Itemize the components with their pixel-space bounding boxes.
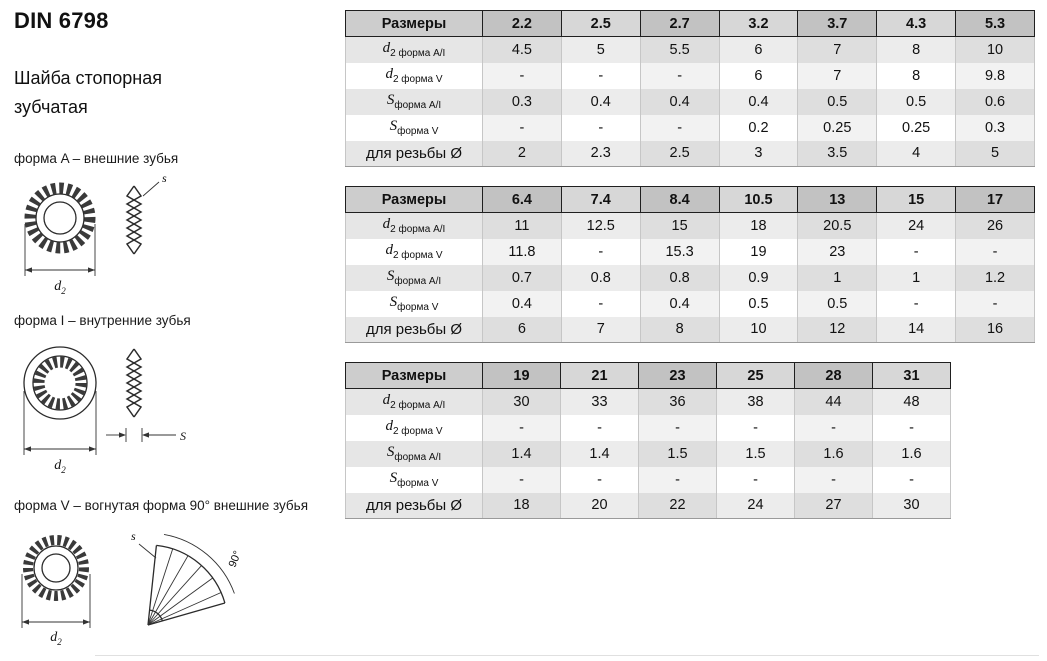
value-cell: - [877,291,956,317]
value-cell: 0.3 [483,89,562,115]
value-cell: - [956,239,1035,265]
value-cell: - [640,115,719,141]
dimension-table-medium [345,186,1035,343]
value-cell: 0.7 [483,265,562,291]
size-header-label: Размеры [346,187,483,213]
value-cell: 12.5 [561,213,640,239]
value-cell: 7 [561,317,640,343]
value-cell: 22 [639,493,717,519]
value-cell: - [483,415,561,441]
row-label: $S_{форма A/I}$ [346,441,483,467]
value-cell: - [483,115,562,141]
table-row [346,265,1035,291]
size-column-header: 13 [798,187,877,213]
value-cell: 0.5 [798,291,877,317]
value-cell: 0.25 [877,115,956,141]
form-i-d2-dimension [24,391,96,475]
value-cell: 0.5 [877,89,956,115]
form-i-label: форма I – внутренние зубья [14,313,191,328]
form-v-side-view [131,529,244,625]
s-dimension-label: S [180,429,186,443]
table-row [346,467,951,493]
value-cell: 0.5 [798,89,877,115]
value-cell: 16 [956,317,1035,343]
dimension-table-large [345,362,951,519]
table-header-row [346,363,951,389]
value-cell: 20.5 [798,213,877,239]
value-cell: 18 [719,213,798,239]
size-header-label: Размеры [346,11,483,37]
value-cell: 14 [877,317,956,343]
value-cell: 11 [483,213,562,239]
form-a-front-view [30,188,90,248]
value-cell: 0.4 [640,89,719,115]
value-cell: 9.8 [956,63,1035,89]
row-label: для резьбы Ø [346,141,483,167]
value-cell: 0.8 [561,265,640,291]
s-dimension-label: s [131,529,136,543]
table-row [346,89,1035,115]
table-header-row [346,187,1035,213]
value-cell: 18 [483,493,561,519]
value-cell: 1 [877,265,956,291]
value-cell: - [561,467,639,493]
value-cell: 6 [719,37,798,63]
form-a-label: форма A – внешние зубья [14,151,179,166]
size-column-header: 23 [639,363,717,389]
size-column-header: 25 [717,363,795,389]
value-cell: - [561,239,640,265]
value-cell: - [873,415,951,441]
page-title: DIN 6798 [14,8,109,33]
size-column-header: 8.4 [640,187,719,213]
value-cell: 10 [956,37,1035,63]
value-cell: - [561,291,640,317]
size-column-header: 21 [561,363,639,389]
value-cell: 0.9 [719,265,798,291]
row-label: $d_{2 форма V}$ [346,239,483,265]
value-cell: 4.5 [483,37,562,63]
value-cell: 1.5 [717,441,795,467]
value-cell: 24 [877,213,956,239]
size-column-header: 3.7 [798,11,877,37]
row-label: $S_{форма A/I}$ [346,89,483,115]
value-cell: 0.5 [719,291,798,317]
value-cell: 0.4 [483,291,562,317]
row-label: $S_{форма A/I}$ [346,265,483,291]
value-cell: 24 [717,493,795,519]
size-column-header: 19 [483,363,561,389]
s-dimension-label: s [162,171,167,185]
value-cell: 1.6 [873,441,951,467]
size-column-header: 2.7 [640,11,719,37]
value-cell: - [640,63,719,89]
value-cell: 38 [717,389,795,415]
angle-90-label: 90° [226,549,245,570]
value-cell: - [795,467,873,493]
value-cell: - [795,415,873,441]
value-cell: 2 [483,141,562,167]
table-row [346,291,1035,317]
value-cell: 30 [483,389,561,415]
value-cell: - [483,467,561,493]
value-cell: 1.4 [483,441,561,467]
value-cell: 1.2 [956,265,1035,291]
row-label: $S_{форма V}$ [346,291,483,317]
form-i-front-view [24,347,96,419]
table-row [346,37,1035,63]
value-cell: 5 [956,141,1035,167]
size-column-header: 5.3 [956,11,1035,37]
value-cell: - [877,239,956,265]
value-cell: 6 [483,317,562,343]
value-cell: 33 [561,389,639,415]
size-column-header: 31 [873,363,951,389]
value-cell: 20 [561,493,639,519]
page-bottom-rule [95,655,1039,656]
value-cell: 0.4 [561,89,640,115]
table-row [346,213,1035,239]
row-label: $d_{2 форма V}$ [346,63,483,89]
dimension-table-small [345,10,1035,167]
value-cell: 0.2 [719,115,798,141]
size-column-header: 6.4 [483,187,562,213]
table-header-row [346,11,1035,37]
value-cell: 3 [719,141,798,167]
size-column-header: 28 [795,363,873,389]
value-cell: 0.4 [719,89,798,115]
value-cell: 8 [877,37,956,63]
size-column-header: 2.2 [483,11,562,37]
table-row [346,441,951,467]
value-cell: 8 [640,317,719,343]
size-column-header: 17 [956,187,1035,213]
value-cell: 4 [877,141,956,167]
value-cell: 7 [798,63,877,89]
table-row [346,493,951,519]
value-cell: 6 [719,63,798,89]
size-header-label: Размеры [346,363,483,389]
value-cell: 0.4 [640,291,719,317]
value-cell: 26 [956,213,1035,239]
d2-dimension-label: $d_2$ [50,630,62,647]
value-cell: 3.5 [798,141,877,167]
d2-dimension-label: $d_2$ [54,458,66,475]
value-cell: 23 [798,239,877,265]
page-subtitle: Шайба стопорная зубчатая [14,68,162,117]
form-i-drawing [8,333,238,483]
value-cell: 0.8 [640,265,719,291]
table-row [346,115,1035,141]
form-a-drawing [8,170,238,302]
value-cell: 1 [798,265,877,291]
value-cell: - [639,467,717,493]
value-cell: 0.25 [798,115,877,141]
table-row [346,63,1035,89]
form-a-side-view [127,171,167,254]
value-cell: 5.5 [640,37,719,63]
value-cell: 15.3 [640,239,719,265]
table-row [346,389,951,415]
value-cell: - [483,63,562,89]
table-row [346,141,1035,167]
row-label: $d_{2 форма A/I}$ [346,389,483,415]
size-column-header: 4.3 [877,11,956,37]
value-cell: - [561,115,640,141]
value-cell: 10 [719,317,798,343]
value-cell: 0.3 [956,115,1035,141]
table-row [346,415,951,441]
value-cell: - [561,415,639,441]
value-cell: 19 [719,239,798,265]
value-cell: 1.4 [561,441,639,467]
form-v-label: форма V – вогнутая форма 90° внешние зубья [14,498,309,513]
form-i-side-view [106,349,186,443]
value-cell: 48 [873,389,951,415]
value-cell: - [956,291,1035,317]
value-cell: 15 [640,213,719,239]
value-cell: 11.8 [483,239,562,265]
row-label: $S_{форма V}$ [346,467,483,493]
value-cell: 2.5 [640,141,719,167]
value-cell: 7 [798,37,877,63]
row-label: $d_{2 форма A/I}$ [346,213,483,239]
value-cell: 12 [798,317,877,343]
value-cell: 5 [561,37,640,63]
row-label: $d_{2 форма V}$ [346,415,483,441]
value-cell: 1.6 [795,441,873,467]
d2-dimension-label: $d_2$ [54,279,66,296]
value-cell: 36 [639,389,717,415]
value-cell: - [717,415,795,441]
form-v-drawing [8,520,278,650]
value-cell: - [639,415,717,441]
value-cell: 44 [795,389,873,415]
table-row [346,239,1035,265]
value-cell: - [561,63,640,89]
table-row [346,317,1035,343]
row-label: для резьбы Ø [346,317,483,343]
value-cell: 2.3 [561,141,640,167]
value-cell: 27 [795,493,873,519]
row-label: $d_{2 форма A/I}$ [346,37,483,63]
size-column-header: 2.5 [561,11,640,37]
row-label: $S_{форма V}$ [346,115,483,141]
value-cell: - [873,467,951,493]
size-column-header: 15 [877,187,956,213]
value-cell: - [717,467,795,493]
form-v-front-view [28,540,84,596]
size-column-header: 3.2 [719,11,798,37]
row-label: для резьбы Ø [346,493,483,519]
value-cell: 0.6 [956,89,1035,115]
value-cell: 8 [877,63,956,89]
size-column-header: 10.5 [719,187,798,213]
size-column-header: 7.4 [561,187,640,213]
value-cell: 30 [873,493,951,519]
value-cell: 1.5 [639,441,717,467]
